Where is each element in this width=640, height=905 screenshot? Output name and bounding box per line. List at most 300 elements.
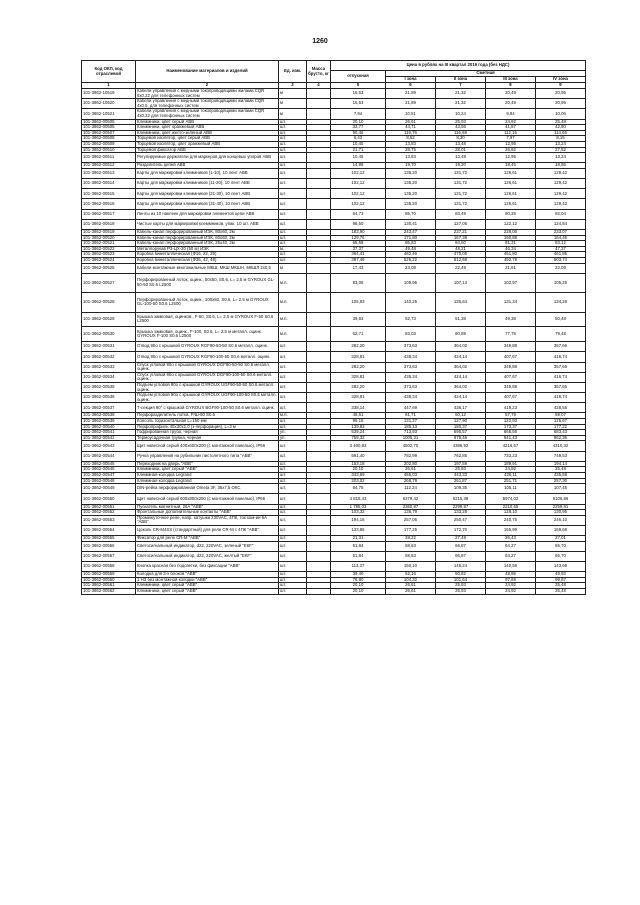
- cell-name: Щит навесной серый 400х600х200 (с монтажной панелью), IP66: [136, 441, 279, 451]
- cell-zone4-price: 47,37: [536, 246, 586, 252]
- cell-zone3-price: 668,56: [486, 430, 536, 436]
- cell-code: 101-3862-00543: [82, 441, 136, 451]
- cell-zone1-price: 140,25: [386, 293, 436, 312]
- cell-zone2-price: 364,02: [436, 362, 486, 372]
- cell-zone3-price: 48,85: [486, 572, 536, 578]
- cell-name: Подъем угловой 90о с крышкой GYROUX UGF90-50-50 S0.6 металл. оцинк.: [136, 382, 279, 392]
- cell-zone1-price: 435,34: [386, 352, 436, 362]
- cell-release-price: 105,93: [331, 293, 386, 312]
- cell-code: 101-3862-00536: [82, 393, 136, 403]
- cell-mass: [307, 189, 331, 199]
- header-mass: Масса брутто, кг: [307, 61, 331, 83]
- cell-zone1-price: 49,48: [386, 246, 436, 252]
- col-index: 8: [486, 83, 536, 89]
- cell-zone2-price: 4386,92: [436, 441, 486, 451]
- cell-release-price: 153,18: [331, 461, 386, 467]
- table-row: [82, 372, 586, 382]
- cell-release-price: 343,69: [331, 473, 386, 479]
- cell-name: Клеммники, цвет оранжевый ABB: [136, 125, 279, 131]
- cell-unit: шт.: [279, 209, 307, 219]
- cell-name: Светосигнальный индикатор, d22, 220VAC, желтый "ЕКF": [136, 551, 279, 561]
- cell-zone3-price: 407,67: [486, 352, 536, 362]
- cell-zone3-price: 228,00: [486, 230, 536, 236]
- cell-zone4-price: 169,68: [536, 525, 586, 535]
- cell-zone3-price: 20,49: [486, 99, 536, 109]
- cell-zone3-price: 64,27: [486, 551, 536, 561]
- cell-zone2-price: 172,70: [436, 525, 486, 535]
- cell-zone1-price: 26,61: [386, 583, 436, 589]
- cell-unit: шт.: [279, 473, 307, 479]
- cell-zone4-price: 83,12: [536, 241, 586, 247]
- cell-mass: [307, 541, 331, 551]
- cell-zone2-price: 21,32: [436, 89, 486, 99]
- cell-zone3-price: 122,12: [486, 219, 536, 229]
- cell-zone2-price: 109,35: [436, 484, 486, 494]
- cell-zone4-price: 13,24: [536, 153, 586, 163]
- cell-zone3-price: 407,67: [486, 372, 536, 382]
- page-number: 1260: [312, 38, 328, 45]
- cell-mass: [307, 89, 331, 99]
- cell-code: 101-3862-00534: [82, 372, 136, 382]
- cell-unit: шт.: [279, 494, 307, 504]
- cell-zone2-price: 25,93: [436, 119, 486, 125]
- cell-zone1-price: 119,76: [386, 130, 436, 136]
- cell-zone1-price: 268,79: [386, 478, 436, 484]
- cell-zone1-price: 23,08: [386, 263, 436, 273]
- cell-zone1-price: 373,63: [386, 382, 436, 392]
- cell-zone3-price: 189,91: [486, 461, 536, 467]
- cell-unit: уп.: [279, 435, 307, 441]
- cell-zone1-price: 68,63: [386, 541, 436, 551]
- cell-name: Кабель-канал перфорированный ИЭК, 60x60, 2м: [136, 235, 279, 241]
- cell-zone2-price: 27,49: [436, 536, 486, 542]
- cell-name: Отвод 90о с крышкой GYROUX RGF90-100-50 S0.6 металл. оцинк.: [136, 352, 279, 362]
- header-estimate: Сметная: [386, 71, 586, 77]
- cell-zone3-price: 81,31: [486, 241, 536, 247]
- cell-release-price: 4 818,43: [331, 494, 386, 504]
- cell-zone2-price: 80,89: [436, 327, 486, 342]
- cell-mass: [307, 209, 331, 219]
- cell-mass: [307, 273, 331, 292]
- cell-release-price: 3 400,93: [331, 441, 386, 451]
- cell-name: Переходник на дверь "ABB": [136, 461, 279, 467]
- cell-unit: шт.: [279, 147, 307, 153]
- cell-release-price: 282,20: [331, 362, 386, 372]
- cell-zone2-price: 762,85: [436, 451, 486, 461]
- cell-code: 101-3862-00537: [82, 403, 136, 413]
- cell-name: Колодка для 3-х блоков "ABB": [136, 572, 279, 578]
- cell-zone2-price: 424,14: [436, 372, 486, 382]
- cell-mass: [307, 153, 331, 163]
- cell-name: Цоколь CR-M4SS (стандартный) для реле CR-M с 4ПК "ABB": [136, 525, 279, 535]
- cell-zone2-price: 146,24: [436, 562, 486, 572]
- cell-unit: шт.: [279, 199, 307, 209]
- cell-zone1-price: 21,89: [386, 99, 436, 109]
- cell-unit: шт.: [279, 119, 307, 125]
- cell-name: Кабели управления с медными токопроводящими жилами CQR 6x0.22 для телефонных систем: [136, 89, 279, 99]
- cell-zone4-price: 2259,81: [536, 504, 586, 510]
- cell-code: 101-3862-10519: [82, 89, 136, 99]
- cell-release-price: 14,88: [331, 163, 386, 169]
- cell-zone3-price: 102,97: [486, 273, 536, 292]
- cell-zone4-price: 194,14: [536, 461, 586, 467]
- cell-zone2-price: 127,90: [436, 419, 486, 425]
- cell-name: Спуск угловой 90о с крышкой GYROUX DGF90-100-50 S0.6 металл. оцинк.: [136, 372, 279, 382]
- cell-unit: шт.: [279, 252, 307, 258]
- cell-zone2-price: 695,57: [436, 430, 486, 436]
- cell-unit: шт.: [279, 536, 307, 542]
- cell-zone3-price: 240,75: [486, 515, 536, 525]
- cell-name: Промежуточное реле, напр. катушки 230VAC, 4ПК, ток ком-ии 6А "ABB": [136, 515, 279, 525]
- cell-release-price: 39,40: [331, 572, 386, 578]
- cell-zone1-price: 13,83: [386, 153, 436, 163]
- cell-name: Кнопка красная без подсветки, без фиксации "ABB": [136, 562, 279, 572]
- cell-mass: [307, 342, 331, 352]
- cell-zone4-price: 13,24: [536, 141, 586, 147]
- cell-release-price: 338,14: [331, 403, 386, 413]
- cell-zone1-price: 26,61: [386, 119, 436, 125]
- cell-name: Разделитель цепей ABB: [136, 163, 279, 169]
- cell-unit: м: [279, 109, 307, 119]
- cell-zone1-price: 435,34: [386, 393, 436, 403]
- cell-name: Клеммники, цвет серый "ABB": [136, 589, 279, 595]
- cell-code: 101-3862-00528: [82, 293, 136, 312]
- cell-zone3-price: 165,99: [486, 525, 536, 535]
- cell-zone4-price: 503,74: [536, 258, 586, 264]
- cell-zone2-price: 25,93: [436, 467, 486, 473]
- cell-code: 101-3862-00558: [82, 562, 136, 572]
- header-zone1: I зона: [386, 77, 436, 83]
- cell-zone4-price: 129,42: [536, 168, 586, 178]
- cell-release-price: 20,10: [331, 119, 386, 125]
- cell-unit: м: [279, 99, 307, 109]
- cell-release-price: 103,32: [331, 510, 386, 516]
- col-index: 7: [436, 83, 486, 89]
- cell-code: 101-3862-00544: [82, 451, 136, 461]
- cell-zone3-price: 7,97: [486, 136, 536, 142]
- cell-zone4-price: 124,84: [536, 219, 586, 229]
- cell-release-price: 129,76: [331, 235, 386, 241]
- cell-name: Клеммная колодка Legrand: [136, 473, 279, 479]
- cell-zone4-price: 683,43: [536, 430, 586, 436]
- cell-zone2-price: 50,82: [436, 572, 486, 578]
- table-row: [82, 541, 586, 551]
- cell-code: 101-3862-00550: [82, 494, 136, 504]
- cell-zone4-price: 25,48: [536, 583, 586, 589]
- table-row: [82, 312, 586, 327]
- cell-zone1-price: 52,16: [386, 572, 436, 578]
- cell-unit: м: [279, 263, 307, 273]
- cell-unit: шт.: [279, 235, 307, 241]
- cell-code: 101-3862-10520: [82, 99, 136, 109]
- cell-unit: шт.: [279, 258, 307, 264]
- cell-zone3-price: 24,92: [486, 583, 536, 589]
- cell-zone3-price: 5974,02: [486, 494, 536, 504]
- header-release: отпускная: [331, 71, 386, 83]
- cell-zone4-price: 357,66: [536, 382, 586, 392]
- cell-zone4-price: 65,70: [536, 551, 586, 561]
- cell-code: 101-3862-00512: [82, 163, 136, 169]
- cell-release-price: 282,20: [331, 382, 386, 392]
- cell-unit: уп.: [279, 430, 307, 436]
- cell-release-price: 99,15: [331, 419, 386, 425]
- cell-zone4-price: 129,42: [536, 199, 586, 209]
- cell-zone2-price: 25,93: [436, 589, 486, 595]
- cell-name: Клеммники, цвет серый "ABB": [136, 467, 279, 473]
- cell-code: 101-3862-00545: [82, 461, 136, 467]
- table-row: [82, 494, 586, 504]
- cell-zone3-price: 126,61: [486, 179, 536, 189]
- cell-zone3-price: 733,23: [486, 451, 536, 461]
- cell-zone1-price: 2360,87: [386, 504, 436, 510]
- cell-zone4-price: 10,06: [536, 109, 586, 119]
- cell-name: Термоусадочная трубка, черная: [136, 435, 279, 441]
- cell-release-price: 364,41: [331, 252, 386, 258]
- header-zone3: III зона: [486, 77, 536, 83]
- cell-name: Ленты из 10 наклеек для маркировки элементов цепи ABB: [136, 209, 279, 219]
- cell-unit: шт.: [279, 577, 307, 583]
- cell-unit: шт.: [279, 484, 307, 494]
- cell-zone3-price: 941,43: [486, 435, 536, 441]
- cell-unit: шт.: [279, 424, 307, 430]
- cell-zone4-price: 257,30: [536, 478, 586, 484]
- cell-unit: шт.: [279, 189, 307, 199]
- cell-zone1-price: 136,79: [386, 510, 436, 516]
- cell-unit: шт.: [279, 372, 307, 382]
- cell-code: 101-3862-00539: [82, 419, 136, 425]
- cell-zone2-price: 83,49: [436, 209, 486, 219]
- cell-name: Консоль горизонтальная L=150 мм: [136, 419, 279, 425]
- cell-zone2-price: 261,87: [436, 478, 486, 484]
- cell-zone1-price: 112,24: [386, 484, 436, 494]
- cell-zone4-price: 65,70: [536, 541, 586, 551]
- cell-release-price: 51,84: [331, 541, 386, 551]
- cell-unit: шт.: [279, 362, 307, 372]
- cell-name: Карты для маркировки клеммников (1-10), 10 лент ABB: [136, 168, 279, 178]
- cell-code: 101-3862-00517: [82, 209, 136, 219]
- cell-zone2-price: 364,02: [436, 342, 486, 352]
- cell-release-price: 16,53: [331, 89, 386, 99]
- cell-name: Щит навесной серый 600х800х250 (с монтажной панелью), IP66: [136, 494, 279, 504]
- cell-zone3-price: 419,23: [486, 403, 536, 413]
- cell-zone3-price: 57,79: [486, 413, 536, 419]
- cell-zone2-price: 250,47: [436, 515, 486, 525]
- cell-zone4-price: 42,80: [536, 125, 586, 131]
- cell-zone2-price: 131,72: [436, 168, 486, 178]
- cell-zone4-price: 25,48: [536, 467, 586, 473]
- cell-unit: м.п.: [279, 312, 307, 327]
- cell-code: 101-3862-00541: [82, 430, 136, 436]
- cell-name: Т-секция 90° с крышкой GYROUX BGF90-100-50 S0.6 металл. оцинк.: [136, 403, 279, 413]
- cell-mass: [307, 168, 331, 178]
- cell-unit: шт.: [279, 525, 307, 535]
- cell-release-price: 16,53: [331, 99, 386, 109]
- cell-zone2-price: 60,12: [436, 413, 486, 419]
- table-row: [82, 393, 586, 403]
- cell-release-price: 328,81: [331, 352, 386, 362]
- cell-name: Кабель-канал перфорированный ИЭК, 80x60, 2м: [136, 230, 279, 236]
- cell-unit: м.п.: [279, 413, 307, 419]
- col-index: 2: [136, 83, 279, 89]
- cell-name: Перфорированный лоток, оцинк., 100х50, S0.6, L= 2.5 м GYROUX GL-100-50 S0.6 L2500: [136, 293, 279, 312]
- cell-zone3-price: 349,88: [486, 342, 536, 352]
- cell-zone4-price: 134,26: [536, 293, 586, 312]
- cell-code: 101-3862-00562: [82, 589, 136, 595]
- cell-zone3-price: 140,56: [486, 562, 536, 572]
- cell-name: Отвод 90о с крышкой GYROUX RGF90-50-50 S0.6 металл. оцинк.: [136, 342, 279, 352]
- cell-zone3-price: 131,34: [486, 293, 536, 312]
- cell-zone2-price: 470,05: [436, 252, 486, 258]
- cell-zone2-price: 237,21: [436, 230, 486, 236]
- cell-code: 101-3862-00529: [82, 312, 136, 327]
- cell-zone2-price: 101,64: [436, 577, 486, 583]
- cell-code: 101-3862-00552: [82, 510, 136, 516]
- cell-code: 101-3862-00525: [82, 263, 136, 273]
- table-row: [82, 589, 586, 595]
- cell-zone2-price: 22,49: [436, 263, 486, 273]
- cell-unit: шт.: [279, 136, 307, 142]
- cell-release-price: 33,77: [331, 125, 386, 131]
- cell-code: 101-3862-00538: [82, 413, 136, 419]
- table-row: [82, 263, 586, 273]
- cell-code: 101-3862-00532: [82, 352, 136, 362]
- cell-unit: шт.: [279, 163, 307, 169]
- col-index: 6: [386, 83, 436, 89]
- cell-zone1-price: 373,63: [386, 342, 436, 352]
- cell-zone2-price: 197,59: [436, 461, 486, 467]
- table-row: [82, 441, 586, 451]
- cell-zone2-price: 424,14: [436, 393, 486, 403]
- cell-zone1-price: 21,89: [386, 89, 436, 99]
- cell-name: Карты для маркировки клеммников (31-40), 10 лент ABB: [136, 199, 279, 209]
- cell-release-price: 39,83: [331, 312, 386, 327]
- cell-zone2-price: 28,01: [436, 147, 486, 153]
- cell-code: 101-3862-00519: [82, 230, 136, 236]
- cell-name: Металлорукав Р3-ЦХ-20 (50 м) ИЭК: [136, 246, 279, 252]
- cell-zone3-price: 112,15: [486, 130, 536, 136]
- cell-unit: м.п.: [279, 273, 307, 292]
- cell-zone2-price: 6215,38: [436, 494, 486, 504]
- cell-mass: [307, 451, 331, 461]
- table-row: [82, 525, 586, 535]
- cell-mass: [307, 494, 331, 504]
- cell-zone4-price: 18,86: [536, 163, 586, 169]
- cell-release-price: 46,61: [331, 413, 386, 419]
- cell-zone1-price: 28,75: [386, 147, 436, 153]
- cell-code: 101-3862-00549: [82, 484, 136, 494]
- cell-zone1-price: 185,13: [386, 424, 436, 430]
- cell-zone3-price: 20,49: [486, 89, 536, 99]
- cell-zone4-price: 50,48: [536, 312, 586, 327]
- cell-mass: [307, 382, 331, 392]
- cell-release-price: 20,10: [331, 589, 386, 595]
- cell-name: Подъем угловой 90о с крышкой GYROUX UGF90-100-50 S0.6 металл. оцинк.: [137, 392, 277, 402]
- cell-unit: шт.: [279, 168, 307, 178]
- cell-name: Кабели управления с медными токопроводящими жилами CQR 4x0.5, для телефонных систем: [136, 99, 279, 109]
- cell-zone4-price: 6106,86: [536, 494, 586, 504]
- cell-zone2-price: 2299,97: [436, 504, 486, 510]
- cell-zone4-price: 125,67: [536, 419, 586, 425]
- cell-unit: шт.: [279, 141, 307, 147]
- cell-release-price: 10,45: [331, 141, 386, 147]
- table-row: [82, 362, 586, 372]
- cell-release-price: 203,02: [331, 478, 386, 484]
- table-row: [82, 168, 586, 178]
- cell-zone4-price: 25,48: [536, 589, 586, 595]
- cell-zone4-price: 416,74: [536, 393, 586, 403]
- cell-zone3-price: 80,25: [486, 209, 536, 219]
- cell-zone1-price: 83,03: [386, 327, 436, 342]
- cell-zone4-price: 59,07: [536, 413, 586, 419]
- cell-zone3-price: 349,88: [486, 382, 536, 392]
- table-row: [82, 89, 586, 99]
- price-table: [81, 60, 586, 595]
- cell-zone2-price: 512,68: [436, 258, 486, 264]
- cell-zone1-price: 68,63: [386, 551, 436, 561]
- cell-code: 101-3862-00554: [82, 525, 136, 535]
- cell-unit: шт.: [279, 515, 307, 525]
- col-index: 4: [307, 83, 331, 89]
- cell-code: 101-3862-00505: [82, 119, 136, 125]
- cell-release-price: 90,46: [331, 130, 386, 136]
- cell-code: 101-3862-00530: [82, 327, 136, 342]
- cell-zone2-price: 131,72: [436, 179, 486, 189]
- cell-code: 101-3862-00513: [82, 168, 136, 178]
- cell-zone1-price: 13,83: [386, 141, 436, 147]
- table-row: [82, 451, 586, 461]
- cell-zone4-price: 130,95: [536, 510, 586, 516]
- cell-zone4-price: 20,95: [536, 89, 586, 99]
- cell-unit: шт.: [279, 461, 307, 467]
- cell-code: 101-3862-00542: [82, 435, 136, 441]
- cell-code: 101-3862-10521: [82, 109, 136, 119]
- cell-zone1-price: 782,99: [386, 451, 436, 461]
- cell-zone3-price: 251,71: [486, 478, 536, 484]
- cell-unit: шт.: [279, 441, 307, 451]
- cell-release-price: 51,84: [331, 551, 386, 561]
- cell-zone3-price: 97,69: [486, 577, 536, 583]
- cell-zone4-price: 233,07: [536, 230, 586, 236]
- cell-mass: [307, 199, 331, 209]
- cell-zone3-price: 9,84: [486, 109, 536, 119]
- cell-zone3-price: 126,61: [486, 199, 536, 209]
- cell-zone1-price: 135,20: [386, 199, 436, 209]
- cell-zone1-price: 44,71: [386, 125, 436, 131]
- cell-release-price: 183,90: [331, 230, 386, 236]
- cell-zone1-price: 104,32: [386, 577, 436, 583]
- cell-zone3-price: 46,34: [486, 246, 536, 252]
- cell-code: 101-3862-00555: [82, 536, 136, 542]
- cell-code: 101-3862-00556: [82, 541, 136, 551]
- cell-zone2-price: 84,60: [436, 241, 486, 247]
- cell-zone4-price: 246,10: [536, 515, 586, 525]
- cell-release-price: 328,81: [331, 393, 386, 403]
- cell-release-price: 21,31: [331, 536, 386, 542]
- cell-name: 1 НЗ без монтажной колодки "ABB": [136, 577, 279, 583]
- cell-zone2-price: 180,37: [436, 424, 486, 430]
- cell-mass: [307, 562, 331, 572]
- cell-zone4-price: 20,95: [536, 99, 586, 109]
- cell-unit: шт.: [279, 352, 307, 362]
- cell-unit: шт.: [279, 510, 307, 516]
- cell-release-price: 102,12: [331, 199, 386, 209]
- cell-mass: [307, 441, 331, 451]
- cell-zone3-price: 26,92: [486, 147, 536, 153]
- cell-release-price: 194,16: [331, 515, 386, 525]
- cell-release-price: 328,81: [331, 372, 386, 382]
- table-row: [82, 562, 586, 572]
- cell-unit: шт.: [279, 451, 307, 461]
